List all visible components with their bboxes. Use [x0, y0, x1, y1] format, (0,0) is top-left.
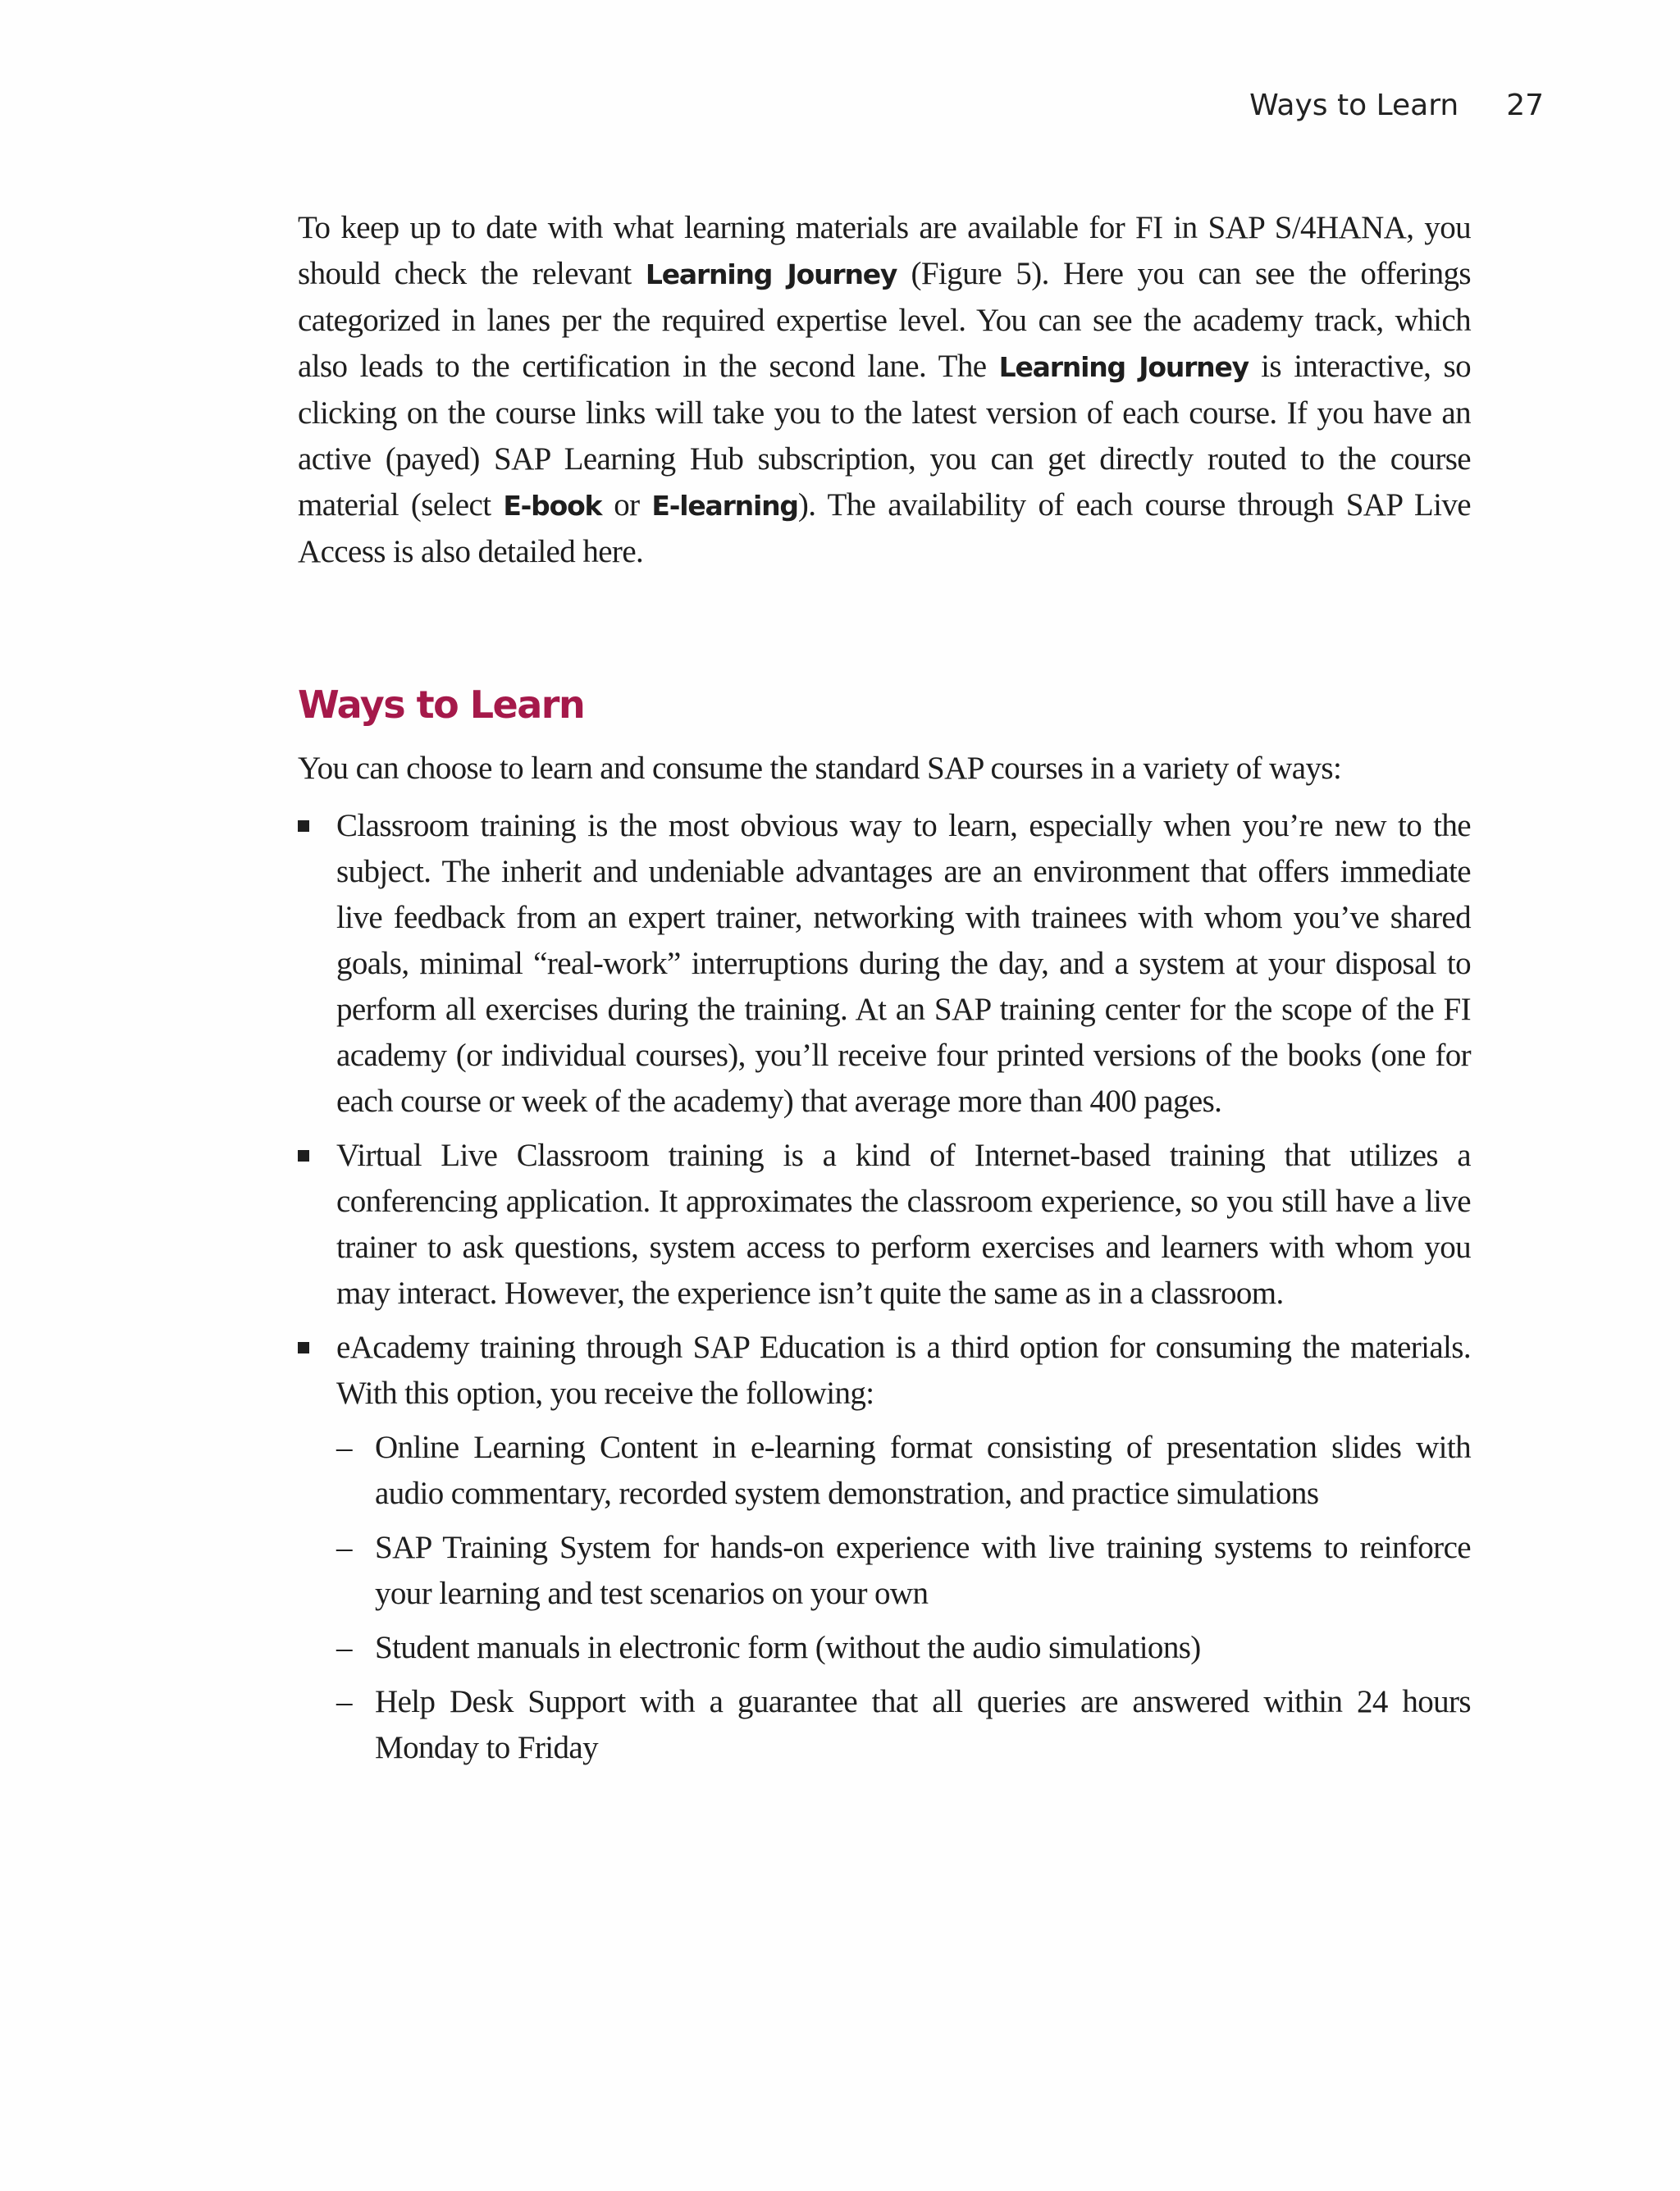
intro-text: To keep up to date with what learning materials are available for FI in SAP S/4HANA, you should check the relevant: [298, 210, 1471, 291]
sublist-item-help-desk: [336, 1679, 1471, 1771]
square-bullet-icon: [298, 1342, 309, 1353]
dash-bullet-icon: –: [336, 1430, 352, 1465]
sublist-item-text: Help Desk Support with a guarantee that all queries are answered within 24 hours Monday to Friday: [375, 1684, 1471, 1765]
learning-journey-term: Learning Journey: [645, 258, 897, 290]
square-bullet-icon: [298, 1150, 309, 1162]
intro-text: ). The availability of each course through SAP Live Access is also detailed here.: [298, 487, 1471, 569]
sublist-item-text: Student manuals in electronic form (without the audio simulations): [375, 1630, 1201, 1665]
list-item-text: Virtual Live Classroom training is a kind of Internet-based training that utilizes a conferencing application. It approximates the classroom experience, so you still have a live trainer to ask questions, system access to perform exercises and learners with whom you may interact. However, the experience isn’t quite the same as in a classroom.: [336, 1138, 1471, 1311]
sublist-item-student-manuals: [336, 1625, 1471, 1671]
running-head-title: Ways to Learn: [1249, 89, 1459, 122]
ways-to-learn-list: [298, 803, 1471, 1771]
list-item-virtual-live-classroom: [298, 1133, 1471, 1317]
sublist-item-online-learning-content: [336, 1425, 1471, 1517]
section-heading: Ways to Learn: [298, 682, 585, 727]
intro-text: (Figure 5). Here you can see the offerings categorized in lanes per the required expertise level. You can see the academy track, which also leads to the certification in the second lane. The: [298, 256, 1472, 384]
section-lead: You can choose to learn and consume the standard SAP courses in a variety of ways:: [298, 751, 1342, 786]
list-item-classroom: [298, 803, 1471, 1125]
sublist-item-text: SAP Training System for hands-on experience with live training systems to reinforce your learning and test scenarios on your own: [375, 1530, 1471, 1611]
page-number: 27: [1506, 89, 1544, 122]
square-bullet-icon: [298, 820, 309, 832]
dash-bullet-icon: –: [336, 1684, 352, 1719]
list-item-text: eAcademy training through SAP Education is a third option for consuming the materials. With this option, you receive the following:: [336, 1330, 1471, 1411]
elearning-term: E-learning: [651, 490, 798, 522]
sublist-item-text: Online Learning Content in e-learning format consisting of presentation slides with audio commentary, recorded system demonstration, and practice simulations: [375, 1430, 1471, 1511]
list-item-eacademy: [298, 1325, 1471, 1771]
dash-bullet-icon: –: [336, 1630, 352, 1665]
dash-bullet-icon: –: [336, 1530, 352, 1565]
list-item-text: Classroom training is the most obvious way to learn, especially when you’re new to the subject. The inherit and undeniable advantages are an environment that offers immediate live feedback from an expert trainer, networking with trainees with whom you’ve shared goals, minimal “real-work” interruptions during the day, and a system at your disposal to perform all exercises during the training. At an SAP training center for the scope of the FI academy (or individual courses), you’ll receive four printed versions of the books (one for each course or week of the academy) that average more than 400 pages.: [336, 808, 1471, 1119]
page-body: [298, 205, 1471, 1779]
intro-text: or: [601, 487, 652, 523]
ebook-term: E-book: [503, 490, 602, 522]
intro-paragraph: [298, 205, 1471, 575]
eacademy-sublist: [336, 1425, 1471, 1771]
sublist-item-training-system: [336, 1525, 1471, 1617]
intro-text: is interactive, so clicking on the course links will take you to the latest version of each course. If you have an active (payed) SAP Learning Hub subscription, you can get directly routed to the course material (select: [298, 349, 1471, 523]
learning-journey-term: Learning Journey: [998, 351, 1249, 383]
running-head: [1249, 89, 1544, 122]
